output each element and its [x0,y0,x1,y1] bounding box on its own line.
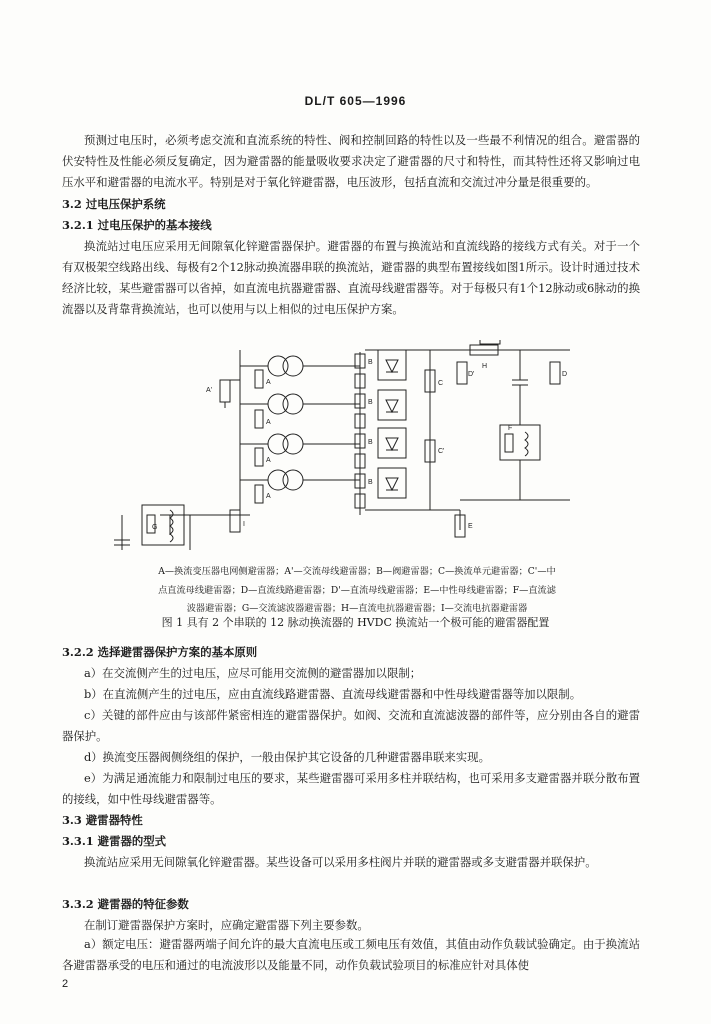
label-d-prime: D' [468,371,475,378]
caption-line-2: 点直流母线避雷器；D—直流线路避雷器；D'—直流母线避雷器；E—中性母线避雷器；F—直流滤 [158,585,556,596]
intro-paragraph: 预测过电压时，必须考虑交流和直流系统的特性、阀和控制回路的特性以及一些最不利情况的组合。避雷器的伏安特性及性能必须反复确定，因为避雷器的能量吸收要求决定了避雷器的尺寸和特性，而其特性还将又影响过电压水平和避雷器的电流水平。特别是对于氧化锌避雷器，电压波形，包括直流和交流过冲分量是很重要的。 [62,133,640,189]
section-3-2-1-heading: 3.2.1 过电压保护的基本接线 [62,218,212,232]
arrester-diagram [100,340,600,560]
label-a-4: A [266,493,271,500]
label-a-2: A [266,419,271,426]
section-3-3-1-paragraph: 换流站应采用无间隙氧化锌避雷器。某些设备可以采用多柱阀片并联的避雷器或多支避雷器并联保护。 [84,855,597,869]
item-e: e）为满足通流能力和限制过电压的要求，某些避雷器可采用多柱并联结构，也可采用多支避雷器并联分散布置的接线，如中性母线避雷器等。 [62,771,640,806]
label-g: G [152,524,158,531]
item-a: a）在交流侧产生的过电压，应尽可能用交流侧的避雷器加以限制； [84,666,422,680]
label-a-1: A [266,379,271,386]
label-e: E [468,523,473,530]
converter-transformer-1 [240,356,360,376]
figure-title: 图 1 具有 2 个串联的 12 脉动换流器的 HVDC 换流站一个极可能的避雷器配置 [161,616,550,629]
caption-line-3: 波器避雷器；G—交流滤波器避雷器；H—直流电抗器避雷器；I—交流电抗器避雷器 [186,603,528,614]
label-b-1: B [368,359,373,366]
label-b-2: B [368,399,373,406]
label-b-4: B [368,479,373,486]
section-3-3-1-heading: 3.3.1 避雷器的型式 [62,834,167,848]
section-3-3-2-item-a: a）额定电压：避雷器两端子间允许的最大直流电压或工频电压有效值，其值由动作负载试验确定。由于换流站各避雷器承受的电压和通过的电流波形以及能量不同，动作负载试验项目的标准应针对具体使 [62,937,640,972]
section-3-2-2-heading: 3.2.2 选择避雷器保护方案的基本原则 [62,645,258,659]
converter-transformer-2 [240,394,360,414]
section-3-3-2-heading: 3.3.2 避雷器的特征参数 [62,897,189,911]
converter-transformer-4 [240,470,360,490]
page-number: 2 [62,978,69,990]
converter-transformer-3 [240,434,360,454]
label-a-prime: A' [206,387,213,394]
page-header: DL/T 605—1996 [304,94,407,108]
item-b: b）在直流侧产生的过电压，应由直流线路避雷器、直流母线避雷器和中性母线避雷器等加以限制。 [84,687,582,701]
section-3-2-heading: 3.2 过电压保护系统 [62,197,166,211]
label-h: H [482,363,488,370]
label-b-3: B [368,439,373,446]
label-c: C [438,380,444,387]
section-3-3-2-paragraph: 在制订避雷器保护方案时，应确定避雷器下列主要参数。 [84,918,369,932]
caption-line-1: A—换流变压器电网侧避雷器；A'—交流母线避雷器；B—阀避雷器；C—换流单元避雷器；C'—中 [158,566,556,577]
label-f: F [508,425,513,432]
section-3-2-1-paragraph: 换流站过电压应采用无间隙氧化锌避雷器保护。避雷器的布置与换流站和直流线路的接线方式有关。对于一个有双极架空线路出线、每极有2个12脉动换流器串联的换流站，避雷器的典型布置接线如图1所示。设计时通过技术经济比较，某些避雷器可以省掉，如直流电抗器避雷器、直流母线避雷器等。对于每极只有1个12脉动或6脉动的换流器以及背靠背换流站，也可以使用与以上相似的过电压保护方案。 [62,239,640,316]
section-3-3-heading: 3.3 避雷器特性 [62,813,143,827]
label-i: I [243,521,245,528]
label-c-prime: C' [438,448,445,455]
item-d: d）换流变压器阀侧绕组的保护，一般由保护其它设备的几种避雷器串联来实现。 [84,750,490,764]
label-d: D [562,371,568,378]
item-c: c）关键的部件应由与该部件紧密相连的避雷器保护。如阀、交流和直流滤波器的部件等，应分别由各自的避雷器保护。 [62,708,640,743]
label-a-3: A [266,457,271,464]
